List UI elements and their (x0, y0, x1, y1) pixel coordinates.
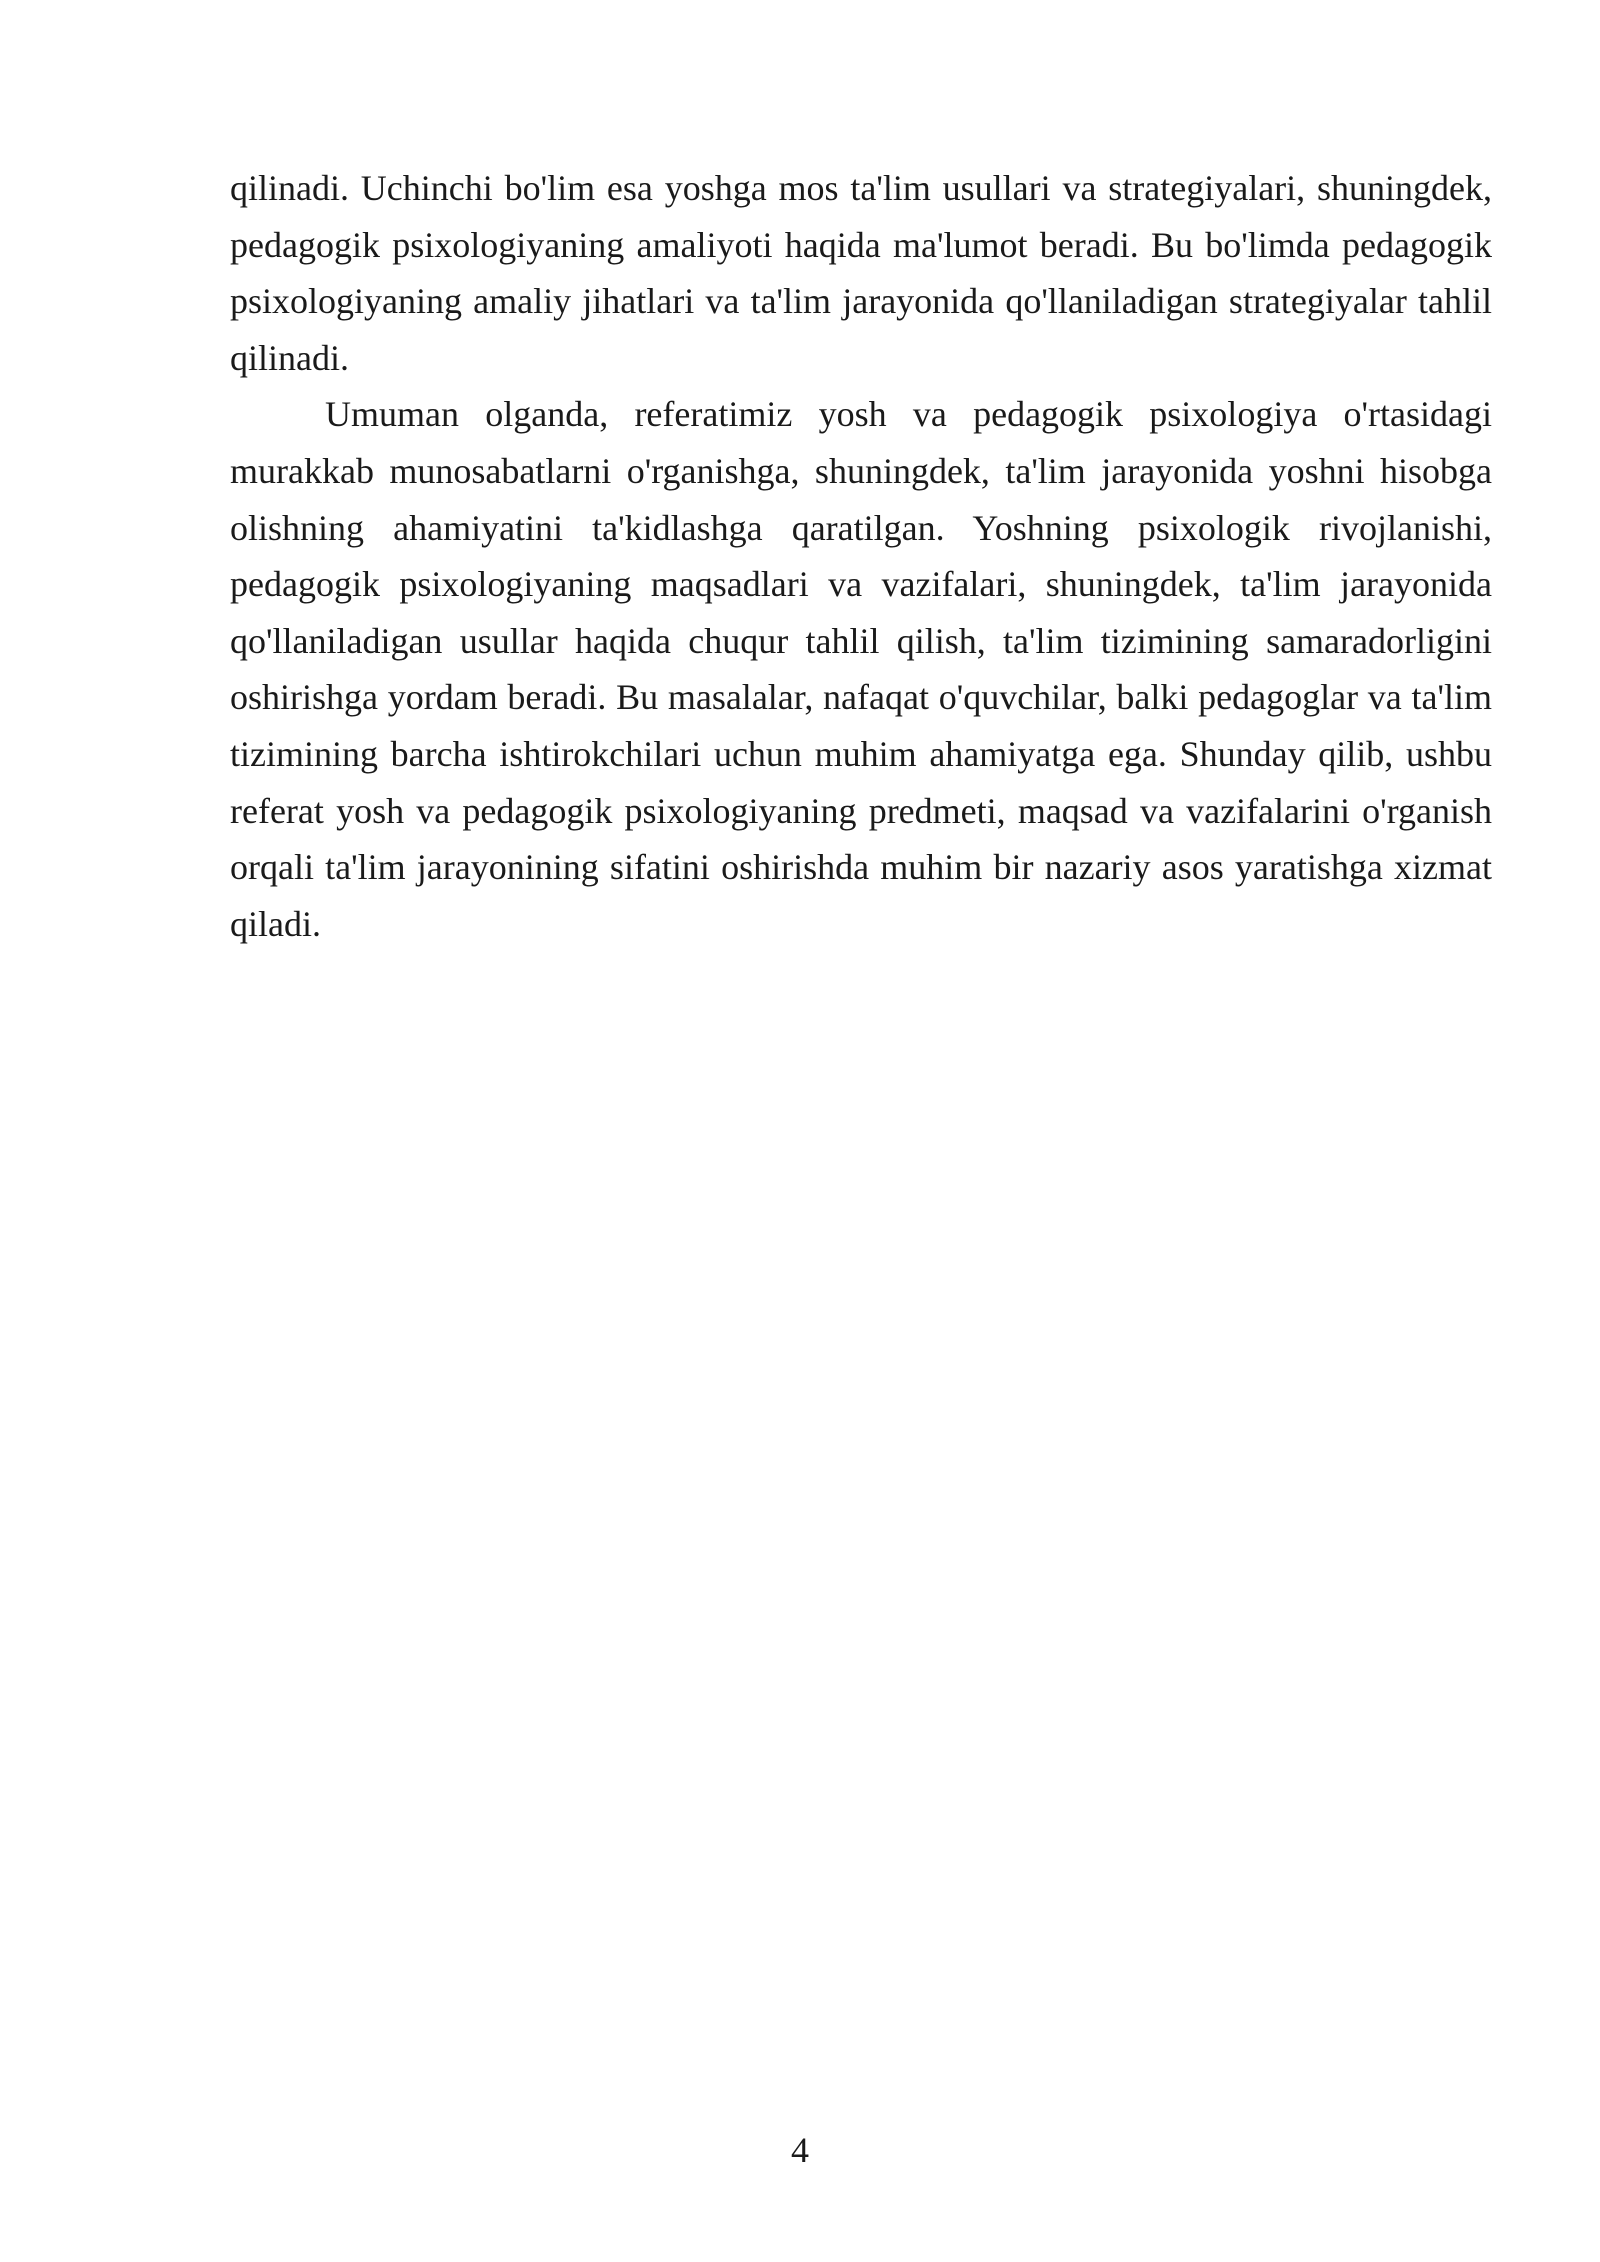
page-number: 4 (791, 2130, 809, 2170)
body-text (230, 160, 1492, 952)
paragraph-continuation: qilinadi. Uchinchi bo'lim esa yoshga mos ta'lim usullari va strategiyalari, shuningdek, pedagogik psixologiyaning amaliyoti haqida ma'lumot beradi. Bu bo'limda pedagogik psixologiyaning amaliy jihatlari va ta'lim jarayonida qo'llaniladigan strategiyalar tahlil qilinadi. (230, 168, 1492, 378)
paragraph-summary: Umuman olganda, referatimiz yosh va pedagogik psixologiya o'rtasidagi murakkab munosabatlarni o'rganishga, shuningdek, ta'lim jarayonida yoshni hisobga olishning ahamiyatini ta'kidlashga qaratilgan. Yoshning psixologik rivojlanishi, pedagogik psixologiyaning maqsadlari va vazifalari, shuningdek, ta'lim jarayonida qo'llaniladigan usullar haqida chuqur tahlil qilish, ta'lim tizimining samaradorligini oshirishga yordam beradi. Bu masalalar, nafaqat o'quvchilar, balki pedagoglar va ta'lim tizimining barcha ishtirokchilari uchun muhim ahamiyatga ega. Shunday qilib, ushbu referat yosh va pedagogik psixologiyaning predmeti, maqsad va vazifalarini o'rganish orqali ta'lim jarayonining sifatini oshirishda muhim bir nazariy asos yaratishga xizmat qiladi. (230, 394, 1492, 944)
